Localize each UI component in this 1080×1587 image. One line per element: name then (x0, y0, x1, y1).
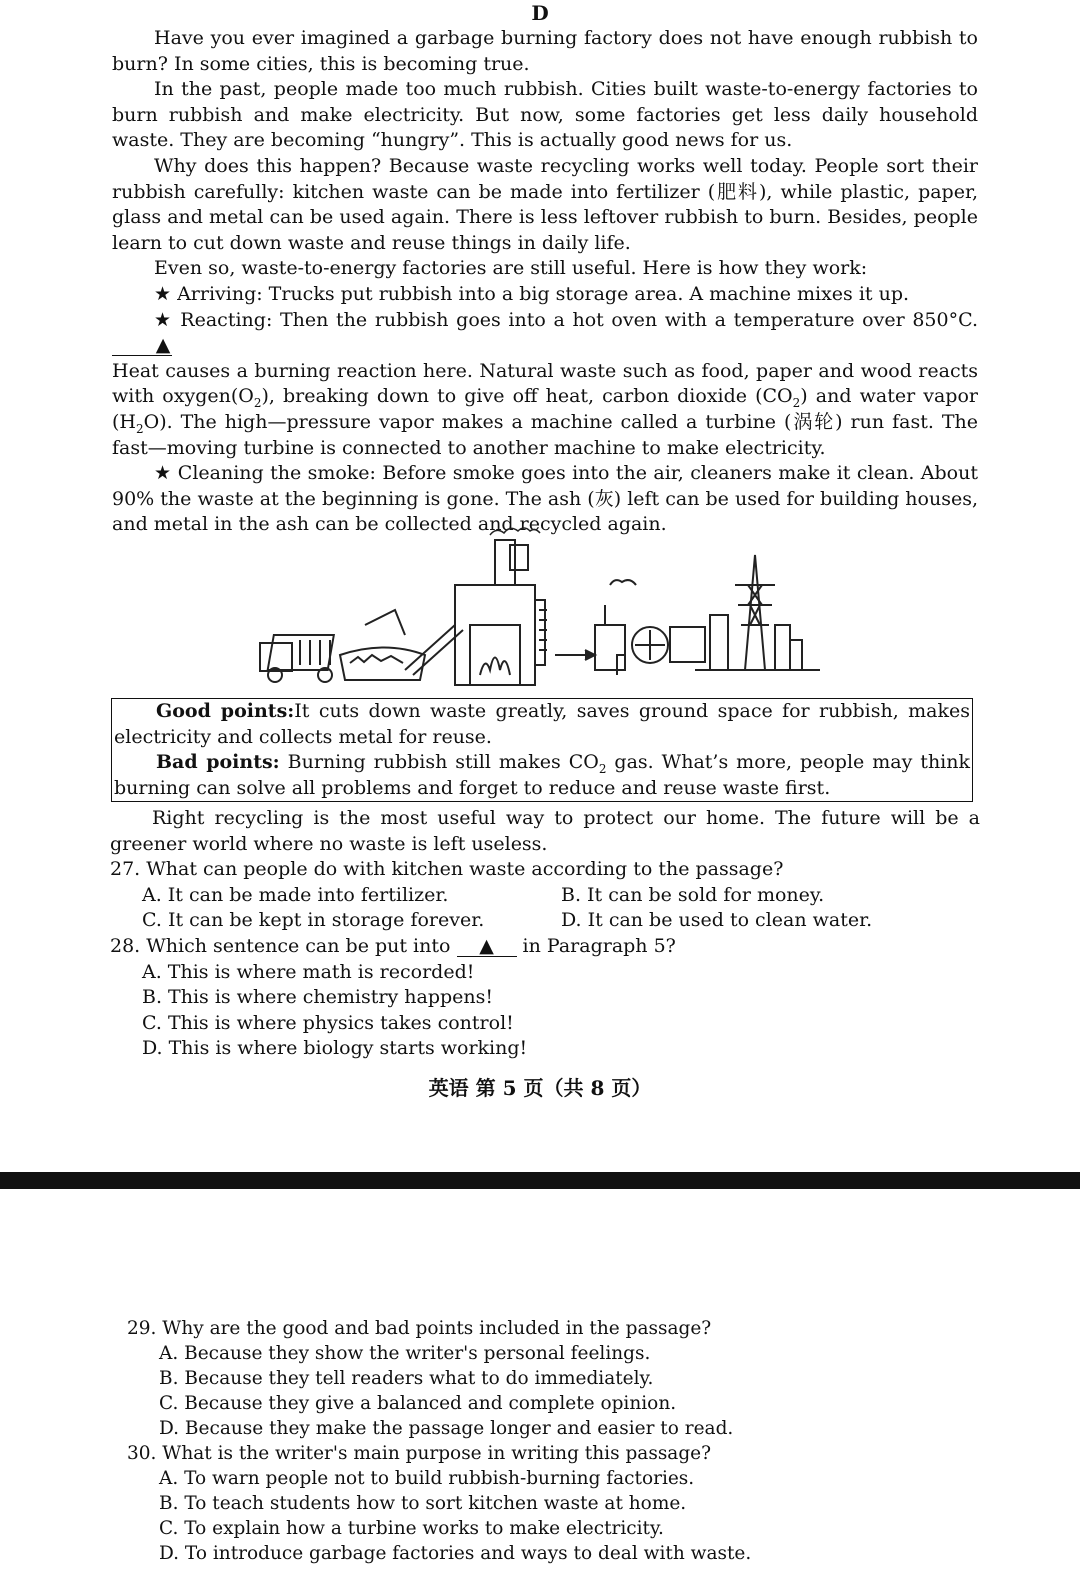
option-a: A. To warn people not to build rubbish-burning factories. (159, 1468, 695, 1489)
option-d: D. This is where biology starts working! (142, 1037, 528, 1060)
option-a: A. Because they show the writer's personal feelings. (159, 1343, 651, 1364)
question-stem: 28. Which sentence can be put into ▲ in Paragraph 5? (110, 935, 676, 957)
good-points: Good points:It cuts down waste greatly, saves ground space for rubbish, makes electricity and collects metal for reuse. (114, 700, 970, 748)
passage-body (112, 26, 978, 538)
exam-page-6 (0, 1189, 1080, 1587)
option-c: C. To explain how a turbine works to make electricity. (159, 1518, 664, 1539)
question-stem: 29. Why are the good and bad points included in the passage? (127, 1318, 712, 1339)
bad-points: Bad points: Burning rubbish still makes $CO_2$ gas. What’s more, people may think burning can solve all problems and forget to reduce and reuse waste first. (114, 751, 971, 799)
option-a: A. It can be made into fertilizer. (142, 883, 449, 906)
blank-marker: ▲ (457, 936, 517, 957)
option-c: C. Because they give a balanced and complete opinion. (159, 1393, 677, 1414)
paragraph-4: Even so, waste-to-energy factories are still useful. Here is how they work: (154, 257, 868, 280)
city-buildings-drawing (695, 615, 820, 670)
question-stem: 30. What is the writer's main purpose in writing this passage? (127, 1443, 712, 1464)
truck-drawing (260, 635, 334, 682)
option-d: D. Because they make the passage longer and easier to read. (159, 1418, 734, 1439)
furnace-drawing (455, 540, 547, 685)
waste-to-energy-illustration (255, 515, 825, 690)
page-divider (0, 1172, 1080, 1189)
option-b: B. Because they tell readers what to do immediately. (159, 1368, 654, 1389)
option-b: B. To teach students how to sort kitchen waste at home. (159, 1493, 687, 1514)
page-footer: 英语 第 5 页（共 8 页） (428, 1076, 652, 1100)
question-28 (110, 934, 980, 1062)
question-27 (110, 857, 980, 934)
option-b: B. This is where chemistry happens! (142, 986, 494, 1009)
paragraph-2: In the past, people made too much rubbish. Cities built waste-to-energy factories to burn rubbish and make electricity. But now, some factories get less daily household waste. They are becoming “hungry”. This is actually good news for us. (112, 78, 978, 152)
passage-label: D (531, 1, 549, 25)
paragraph-1: Have you ever imagined a garbage burning factory does not have enough rubbish to burn? In some cities, this is becoming true. (112, 27, 978, 75)
step-reacting-title: ★ Reacting: Then the rubbish goes into a hot oven with a temperature over 850°C. (154, 308, 978, 331)
good-bad-points-box (111, 698, 973, 802)
question-30 (127, 1441, 827, 1566)
option-c: C. This is where physics takes control! (142, 1011, 514, 1034)
step-arriving: ★ Arriving: Trucks put rubbish into a big storage area. A machine mixes it up. (154, 282, 910, 305)
closing-paragraph: Right recycling is the most useful way to protect our home. The future will be a greener world where no waste is left useless. (110, 807, 980, 855)
blank-marker: ▲ (112, 335, 172, 356)
option-a: A. This is where math is recorded! (142, 960, 475, 983)
option-d: D. It can be used to clean water. (561, 909, 873, 932)
turbine-drawing (595, 580, 705, 675)
power-pylon-drawing (735, 555, 775, 670)
step-cleaning: ★ Cleaning the smoke: Before smoke goes into the air, cleaners make it clean. About 90% the waste at the beginning is gone. The ash (灰) left can be used for building houses, and metal in the ash can be collected and recycled again. (112, 462, 978, 536)
option-c: C. It can be kept in storage forever. (142, 909, 485, 932)
paragraph-3: Why does this happen? Because waste recycling works well today. People sort their rubbish carefully: kitchen waste can be made into fertilizer (肥料), while plastic, paper, glass and metal can be used again. There is less leftover rubbish to burn. Besides, people learn to cut down waste and reuse things in daily life. (112, 154, 978, 254)
step-reacting-detail: Heat causes a burning reaction here. Natural waste such as food, paper and wood reacts with $oxygen(O_2)$, breaking down to give off heat, carbon dioxide $(CO_2)$ and water vapor $(H_2O)$. The high—pressure vapor makes a machine called a turbine (涡轮) run fast. The fast—moving turbine is connected to another machine to make electricity. (112, 359, 978, 459)
question-29 (127, 1316, 827, 1441)
question-stem: 27. What can people do with kitchen waste according to the passage? (110, 858, 784, 880)
option-d: D. To introduce garbage factories and ways to deal with waste. (159, 1543, 752, 1564)
option-b: B. It can be sold for money. (561, 883, 825, 906)
step-reacting (112, 308, 978, 359)
